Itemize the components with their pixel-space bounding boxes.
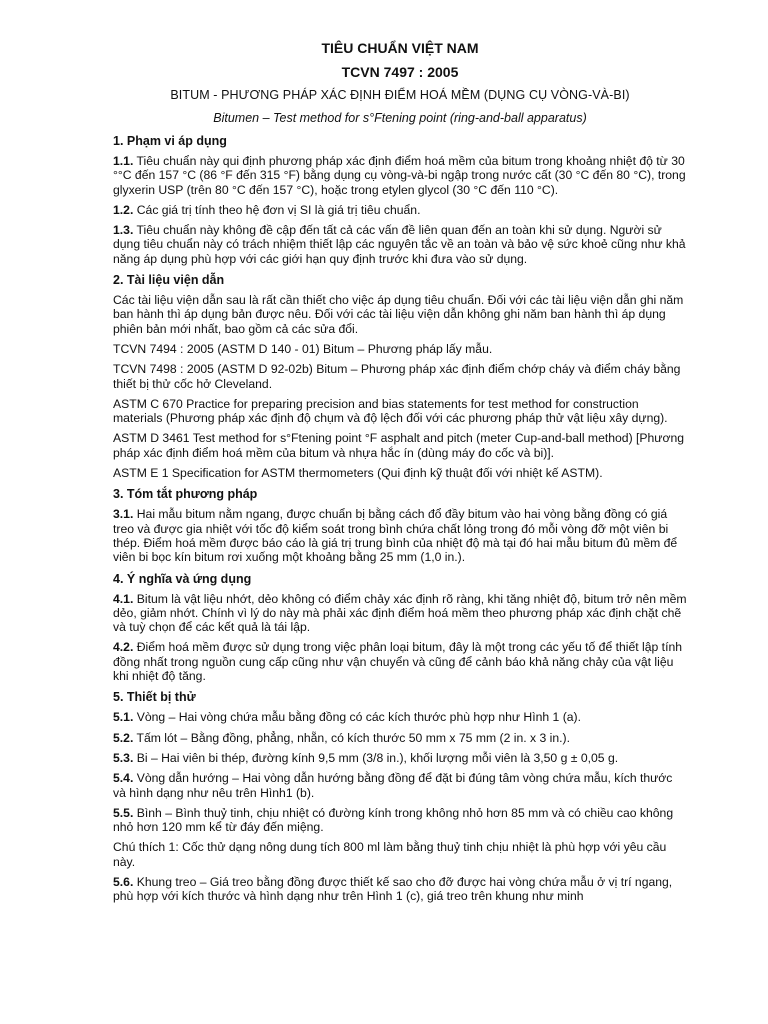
standard-code: TCVN 7497 : 2005 [341,64,459,80]
clause-5-6 [113,875,687,904]
clause-text: Tiêu chuẩn này không đề cập đến tất cả các vấn đề liên quan đến an toàn khi sử dụng. Người sử dụng tiêu chuẩn này có trách nhiệm thiết lập các nguyên tắc về an toàn và bảo vệ sức khoẻ cũng như khả năng áp dụng phù hợp với các giới hạn quy định trước khi đưa vào sử dụng. [113,223,686,266]
clause-3-1 [113,507,687,564]
clause-text: Khung treo – Giá treo bằng đồng được thiết kế sao cho đỡ được hai vòng chứa mẫu ở vị trí ngang, phù hợp với kích thước và hình dạng như trên Hình 1 (c), giá treo trên khung như minh [113,874,673,904]
clause-number: 4.1. [113,591,134,606]
clause-number: 1.3. [113,223,134,238]
clause-number: 5.5. [113,805,134,820]
reference-item: ASTM E 1 Specification for ASTM thermometers (Qui định kỹ thuật đối với nhiệt kế ASTM). [113,466,603,481]
clause-5-1 [113,710,687,724]
clause-number: 1.1. [113,154,134,168]
clause-text: Bình – Bình thuỷ tinh, chịu nhiệt có đường kính trong không nhỏ hơn 85 mm và có chiều cao không nhỏ hơn 120 mm kể từ đáy đến miệng. [113,805,674,835]
clause-4-2 [113,640,687,683]
standard-title: TIÊU CHUẨN VIỆT NAM [321,40,479,56]
clause-number: 4.2. [113,640,134,655]
section-1-heading: 1. Phạm vi áp dụng [113,134,227,148]
reference-item: TCVN 7494 : 2005 (ASTM D 140 - 01) Bitum – Phương pháp lấy mẫu. [113,341,493,356]
clause-text: Bitum là vật liệu nhớt, dẻo không có điểm chảy xác định rõ ràng, khi tăng nhiệt độ, bitum trở nên mềm dẻo, giảm nhớt. Chính vì lý do này mà phải xác định điểm hoá mềm theo phương pháp xác định chặt chẽ và tuỳ chọn để các kết quả là tái lập. [113,591,687,635]
clause-text: Bi – Hai viên bi thép, đường kính 9,5 mm (3/8 in.), khối lượng mỗi viên là 3,50 g ± 0,05 g. [136,750,619,765]
document-page [113,38,687,904]
standard-subtitle-en: Bitumen – Test method for s°Ftening point (ring-and-ball apparatus) [213,111,587,125]
clause-text: Vòng – Hai vòng chứa mẫu bằng đồng có các kích thước phù hợp như Hình 1 (a). [136,710,581,725]
section-2-heading: 2. Tài liệu viện dẫn [113,273,225,288]
clause-number: 5.2. [113,730,134,745]
clause-number: 1.2. [113,202,134,217]
clause-5-4 [113,771,687,800]
clause-1-2 [113,203,687,217]
clause-1-3 [113,223,687,266]
section-5-heading: 5. Thiết bị thử [113,690,196,705]
clause-text: Các giá trị tính theo hệ đơn vị SI là giá trị tiêu chuẩn. [136,202,421,217]
clause-number: 5.4. [113,771,134,786]
clause-number: 3.1. [113,507,134,522]
clause-5-2 [113,731,687,745]
reference-item: TCVN 7498 : 2005 (ASTM D 92-02b) Bitum – Phương pháp xác định điểm chớp cháy và điểm cháy bằng thiết bị thử cốc hở Cleveland. [113,362,681,391]
section-4-heading: 4. Ý nghĩa và ứng dụng [113,571,252,586]
reference-item: ASTM C 670 Practice for preparing precision and bias statements for test method for construction materials (Phương pháp xác định độ chụm và độ lệch đối với các phương pháp thử vật liệu xây dựng). [113,396,668,426]
reference-item: ASTM D 3461 Test method for s°Ftening point °F asphalt and pitch (meter Cup-and-ball method) [Phương pháp xác định điểm hoá mềm của bitum và nhựa hắc ín (dùng máy đo cốc và bi)]. [113,431,685,460]
clause-text: Vòng dẫn hướng – Hai vòng dẫn hướng bằng đồng để đặt bi đúng tâm vòng chứa mẫu, kích thước và hình dạng như nêu trên Hình1 (b). [113,771,673,800]
clause-5-3 [113,751,687,765]
clause-text: Điểm hoá mềm được sử dụng trong việc phân loại bitum, đây là một trong các yếu tố để thiết lập tính đồng nhất trong nguồn cung cấp cũng như vận chuyển và cũng để cảnh báo khả năng chảy của vật liệu khi nhiệt độ tăng. [113,640,683,684]
references-intro: Các tài liệu viện dẫn sau là rất cần thiết cho việc áp dụng tiêu chuẩn. Đối với các tài liệu viện dẫn ghi năm ban hành thì áp dụng bản được nêu. Đối với các tài liệu viện dẫn không ghi năm ban hành thì áp dụng phiên bản mới nhất, bao gồm cả các sửa đổi. [113,293,684,336]
clause-5-5 [113,806,687,835]
clause-text: Tấm lót – Bằng đồng, phẳng, nhẵn, có kích thước 50 mm x 75 mm (2 in. x 3 in.). [136,730,570,745]
clause-1-1 [113,154,687,197]
section-3-heading: 3. Tóm tắt phương pháp [113,487,258,502]
clause-text: Hai mẫu bitum nằm ngang, được chuẩn bị bằng cách đổ đầy bitum vào hai vòng bằng đồng có giá treo và được gia nhiệt với tốc độ kiểm soát trong bình chứa chất lỏng trong đó mỗi vòng đỡ một viên bi thép. Điểm hoá mềm được báo cáo là giá trị trung bình của nhiệt độ mà tại đó hai mẫu bitum đủ mềm để viên bi bọc kín bitum rơi xuống một khoảng bằng 25 mm (1,0 in.). [113,507,678,565]
standard-subtitle-vn: BITUM - PHƯƠNG PHÁP XÁC ĐỊNH ĐIỂM HOÁ MỀM (DỤNG CỤ VÒNG-VÀ-BI) [170,88,630,102]
note-1: Chú thích 1: Cốc thử dạng nông dung tích 800 ml làm bằng thuỷ tinh chịu nhiệt là phù hợp với yêu cầu này. [113,840,667,869]
clause-4-1 [113,592,687,635]
clause-text: Tiêu chuẩn này qui định phương pháp xác định điểm hoá mềm của bitum trong khoảng nhiệt độ từ 30 °°C đến 157 °C (86 °F đến 315 °F) bằng dụng cụ vòng-và-bi ngập trong nước cất (30 °C đến 80 °C), trong glyxerin USP (trên 80 °C đến 157 °C), hoặc trong etylen glycol (30 °C đến 110 °C). [113,154,686,197]
clause-number: 5.6. [113,874,134,889]
clause-number: 5.1. [113,710,134,725]
clause-number: 5.3. [113,750,134,765]
